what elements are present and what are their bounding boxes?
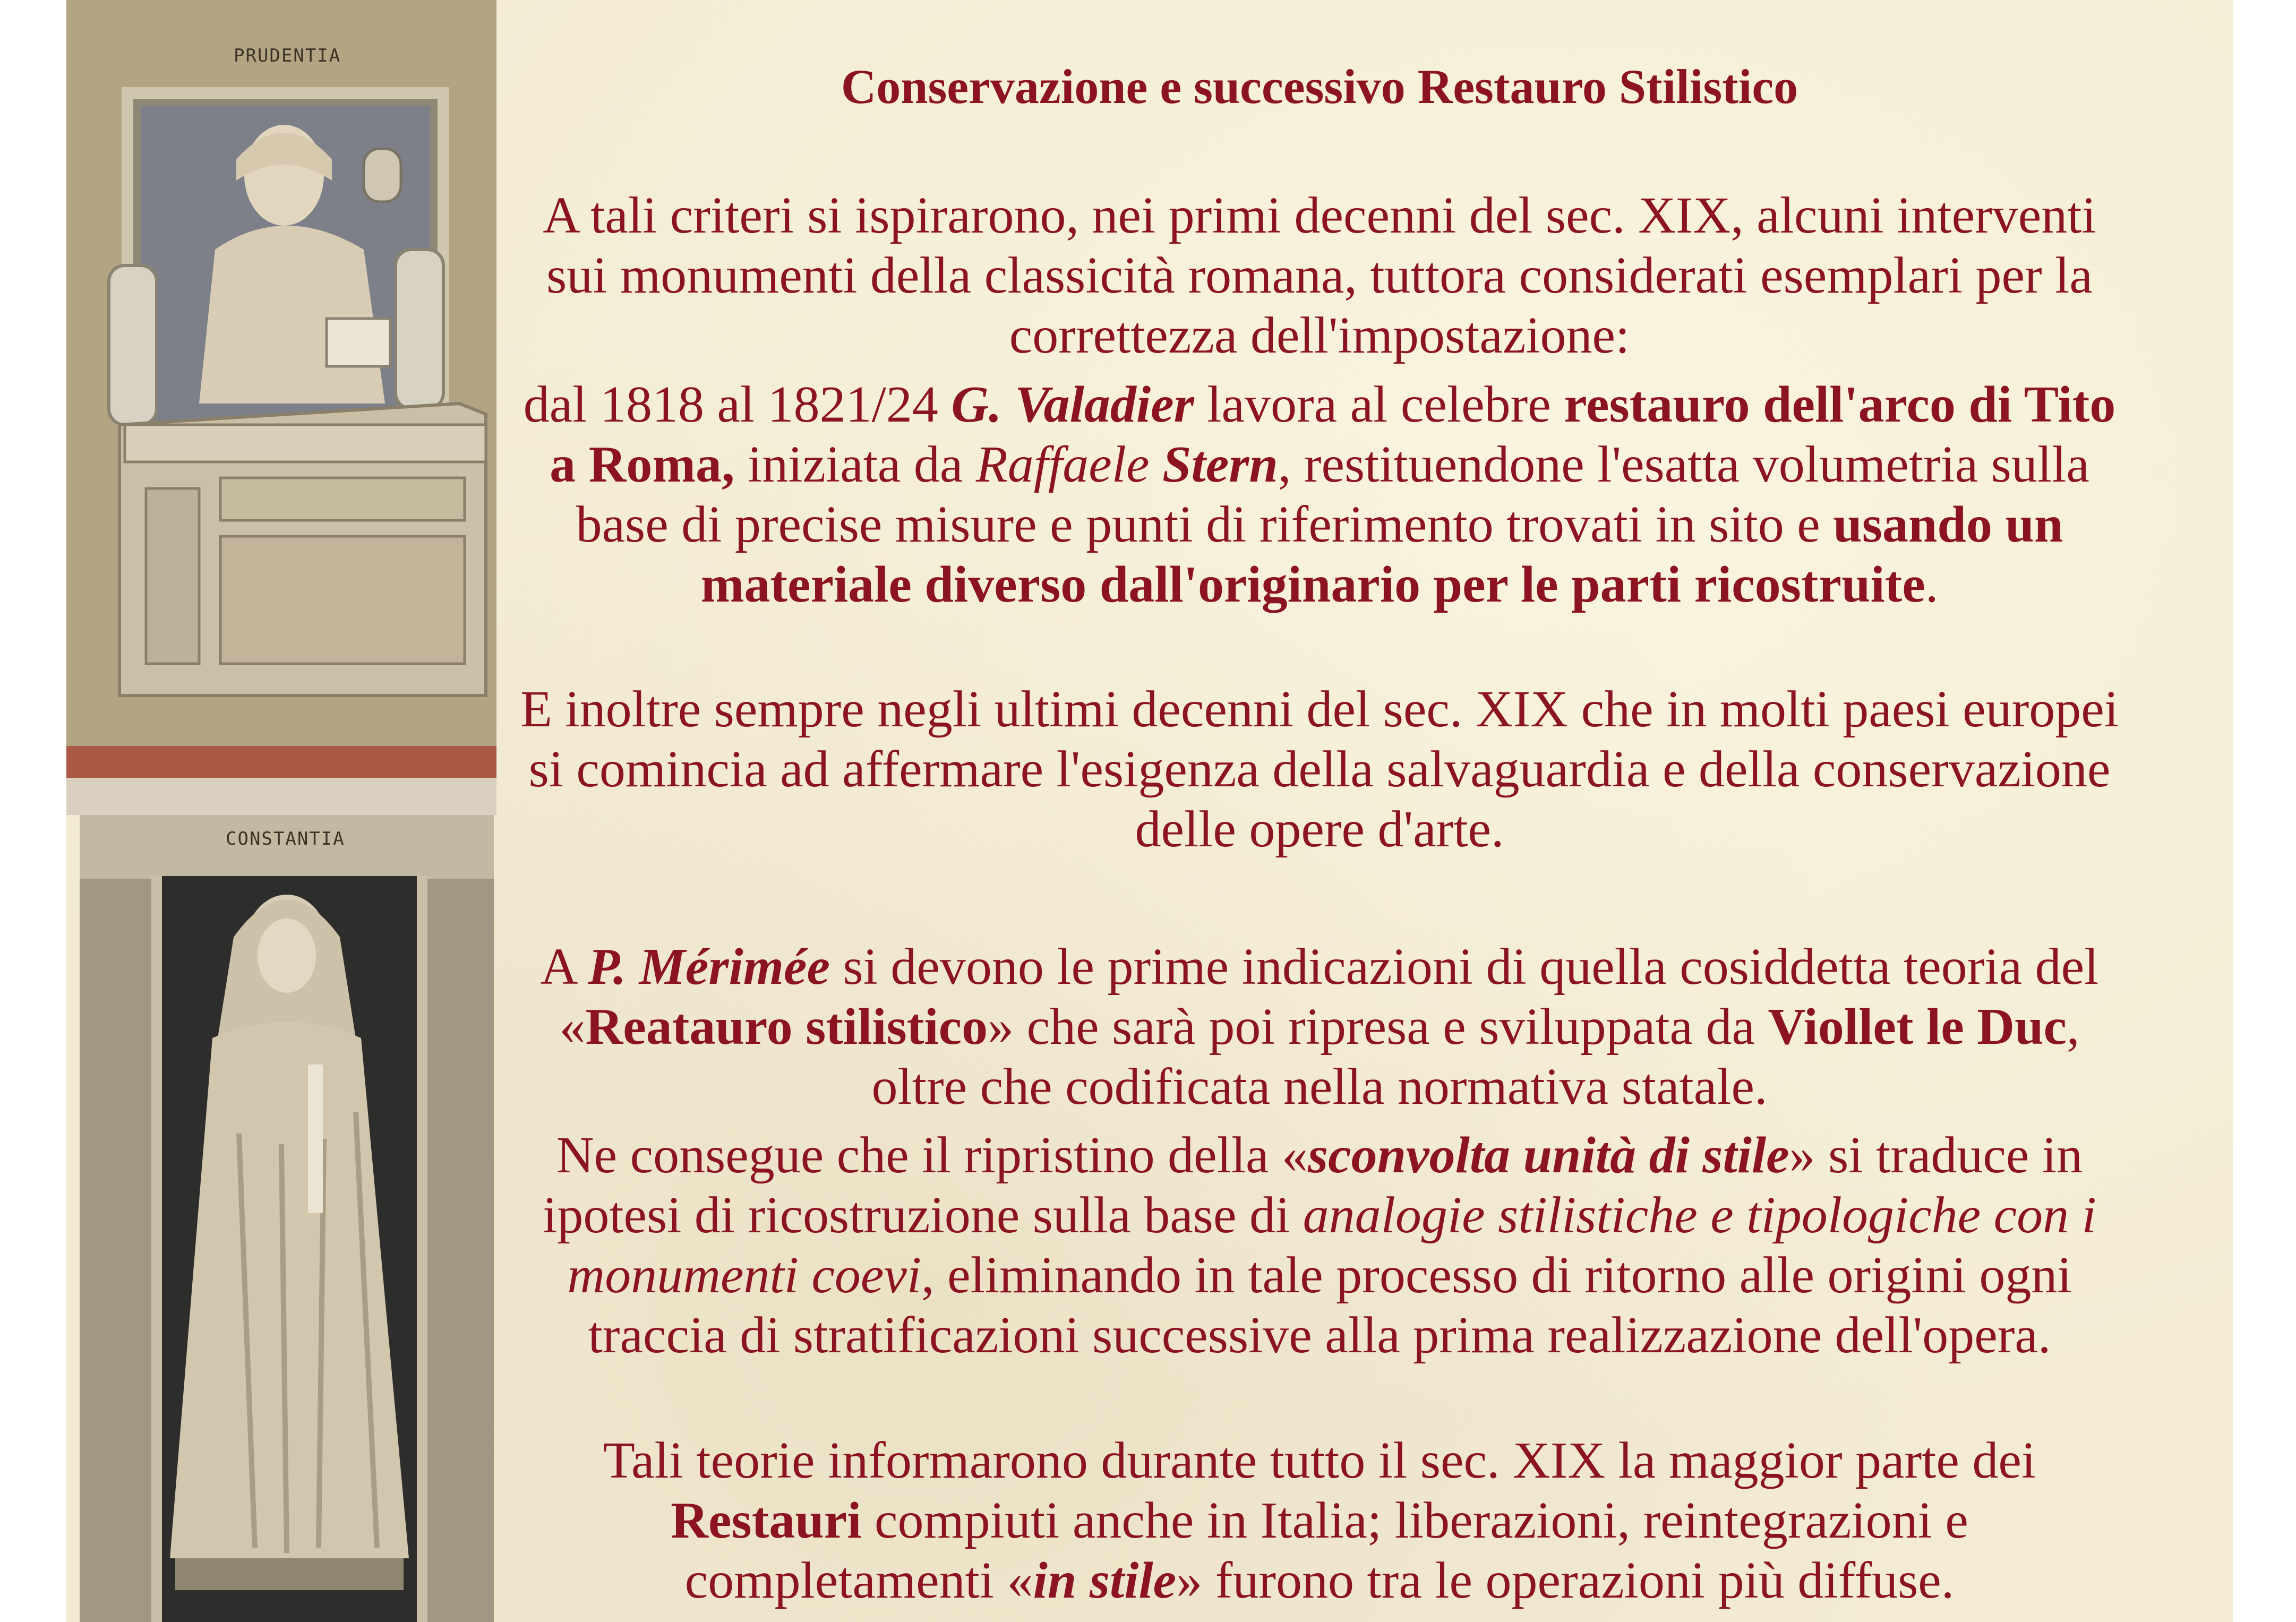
stern-surname: Stern: [1162, 436, 1278, 493]
teorie-text-1: Tali teorie informarono durante tutto il sec. XIX la maggior parte dei: [603, 1432, 2036, 1489]
sconvolta-unita: sconvolta unità di stile: [1308, 1127, 1789, 1184]
restauro-stilistico: Reatauro stilistico: [585, 998, 988, 1055]
constantia-label: CONSTANTIA: [226, 828, 345, 849]
constantia-illustration: [80, 815, 494, 1622]
valadier-text-5: .: [1925, 556, 1939, 613]
restauri: Restauri: [671, 1492, 862, 1549]
merimee-text-2: si devono le prime indicazioni di quella cosiddetta teoria del «: [559, 938, 2099, 1055]
paragraph-merimee: [518, 937, 2121, 1117]
teorie-text-3: » furono tra le operazioni più diffuse.: [1176, 1552, 1955, 1609]
slide: [66, 0, 2233, 1622]
page-title: Conservazione e successivo Restauro Stilistico: [841, 59, 1798, 114]
fresco-constantia-image: [80, 815, 494, 1622]
valadier-text-3: iniziata da: [734, 436, 976, 493]
paragraph-teorie: [518, 1431, 2121, 1611]
fresco-separator: [66, 778, 496, 815]
valadier-name: G. Valadier: [951, 376, 1194, 433]
in-stile: in stile: [1033, 1552, 1177, 1609]
ripristino-text-1: Ne consegue che il ripristino della «: [556, 1127, 1308, 1184]
paragraph-salvaguardia: E inoltre sempre negli ultimi decenni del sec. XIX che in molti paesi europei si comincia ad affermare l'esigenza della salvaguardia e della conservazione delle opere d'arte.: [520, 681, 2119, 858]
paragraph-ripristino: [518, 1126, 2121, 1366]
prudentia-label: PRUDENTIA: [234, 45, 341, 66]
valadier-materiale: usando un materiale diverso dall'originario per le parti ricostruite: [700, 496, 2063, 613]
ripristino-text-3: , eliminando in tale processo di ritorno alle origini ogni traccia di stratificazioni successive alla prima realizzazione dell'opera.: [588, 1247, 2072, 1364]
valadier-text-4: , restituendone l'esatta volumetria sulla base di precise misure e punti di riferimento trovati in sito e: [576, 436, 2089, 553]
merimee-name: P. Mérimée: [588, 938, 830, 995]
valadier-text-1: dal 1818 al 1821/24: [523, 376, 952, 433]
valadier-arco-tito: restauro dell'arco di Tito a Roma,: [550, 376, 2116, 493]
fresco-prudentia-image: [66, 0, 496, 796]
stern-firstname: Raffaele: [975, 436, 1162, 493]
paragraph-criteri: A tali criteri si ispirarono, nei primi decenni del sec. XIX, alcuni interventi sui monumenti della classicità romana, tuttora considerati esemplari per la correttezza dell'impostazione:: [543, 187, 2096, 364]
merimee-text-4: , oltre che codificata nella normativa statale.: [871, 998, 2080, 1115]
ripristino-text-2: » si traduce in ipotesi di ricostruzione sulla base di: [543, 1127, 2083, 1244]
paragraph-valadier: [518, 375, 2121, 615]
teorie-text-2: compiuti anche in Italia; liberazioni, reintegrazioni e completamenti «: [684, 1492, 1968, 1609]
analogie-stilistiche: analogie stilistiche e tipologiche con i monumenti coevi: [567, 1187, 2096, 1304]
valadier-text-2: lavora al celebre: [1194, 376, 1564, 433]
merimee-text-3: » che sarà poi ripresa e sviluppata da: [988, 998, 1768, 1055]
prudentia-illustration: [66, 0, 496, 796]
viollet-le-duc: Viollet le Duc: [1768, 998, 2067, 1055]
merimee-text-1: A: [540, 938, 588, 995]
fresco-red-band: [66, 746, 496, 778]
